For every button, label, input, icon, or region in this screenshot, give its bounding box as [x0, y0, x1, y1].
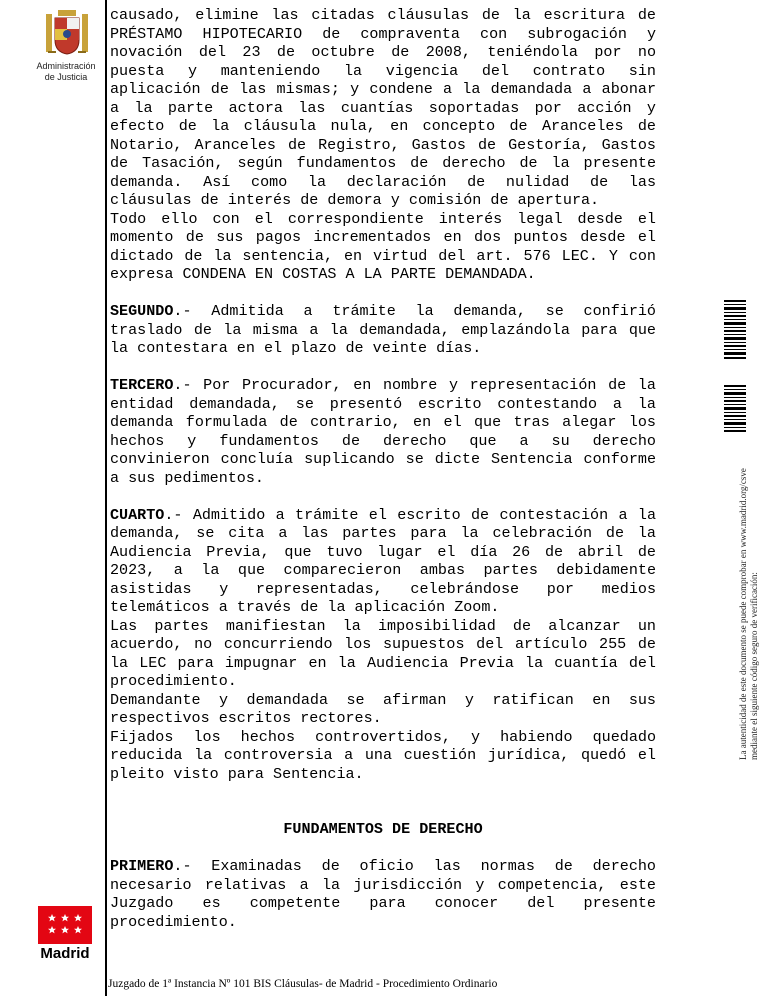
text-line: demanda, se cita a las partes para la celebración de la	[110, 524, 656, 542]
paragraph-label: TERCERO	[110, 376, 174, 394]
text-line: traslado de la misma a la demandada, emplazándola para que	[110, 320, 656, 339]
text-line	[110, 857, 656, 876]
text-line: procedimiento.	[110, 672, 237, 690]
section-heading: FUNDAMENTOS DE DERECHO	[283, 820, 483, 838]
barcode-top-icon	[724, 300, 746, 360]
organization-label	[28, 61, 104, 83]
text-line: Demandante y demandada se afirman y ratifican en sus	[110, 690, 656, 709]
text-line: necesario relativas a la jurisdicción y competencia, este	[110, 875, 656, 894]
text-line: Fijados los hechos controvertidos, y habiendo quedado	[110, 727, 656, 746]
text-line: demanda. Así como la declaración de nulidad de las	[110, 172, 656, 191]
paragraph-label: CUARTO	[110, 505, 165, 524]
text-line: causado, elimine las citadas cláusulas de la escritura de	[110, 6, 656, 24]
paragraph-text: .- Admitido a trámite el escrito de contestación a la	[164, 505, 656, 524]
text-line: momento de sus pagos incrementados en dos puntos desde el	[110, 228, 656, 246]
text-line: puesta y manteniendo la vigencia del contrato sin	[110, 61, 656, 80]
court-footer: Juzgado de 1ª Instancia Nº 101 BIS Cláusulas- de Madrid - Procedimiento Ordinario	[108, 978, 498, 990]
text-line	[110, 376, 656, 395]
text-line: Notario, Aranceles de Registro, Gastos de Gestoría, Gastos	[110, 135, 656, 154]
text-line: reducida la controversia a una cuestión jurídica, quedó el	[110, 746, 656, 764]
verification-line-2: mediante el siguiente código seguro de verificación:	[749, 572, 759, 760]
text-line: cláusulas de interés de demora y comisión de apertura.	[110, 191, 600, 209]
text-line: la contestara en el plazo de veinte días.	[110, 339, 482, 357]
text-line	[110, 506, 656, 525]
madrid-flag-logo	[38, 906, 92, 944]
text-line	[110, 302, 656, 321]
text-line: a sus pedimentos.	[110, 468, 264, 487]
paragraph-text: .- Por Procurador, en nombre y representación de la	[173, 376, 656, 394]
text-line: a la parte actora las cuantías soportadas por acción y	[110, 98, 656, 117]
barcode-bottom-icon	[724, 385, 746, 433]
blank-line	[110, 487, 656, 506]
text-line: novación del 23 de octubre de 2008, teniéndola por no	[110, 43, 656, 61]
blank-line	[110, 783, 656, 802]
text-line: la LEC para impugnar en la Audiencia Previa la cuantía del	[110, 653, 656, 672]
margin-rule	[105, 0, 107, 996]
text-line: 2023, a la que comparecieron ambas partes debidamente	[110, 561, 656, 579]
verification-line-1: La autenticidad de este documento se puede comprobar en www.madrid.org/csve	[738, 468, 748, 760]
text-line: respectivos escritos rectores.	[110, 709, 382, 727]
text-line: dictado de la sentencia, en virtud del art. 576 LEC. Y con	[110, 246, 656, 265]
text-line: de Tasación, según fundamentos de derecho de la presente	[110, 154, 656, 172]
blank-line	[110, 358, 656, 377]
text-line: expresa CONDENA EN COSTAS A LA PARTE DEMANDADA.	[110, 265, 536, 283]
text-line: demanda formulada de contrario, en el que tras alegar los	[110, 413, 656, 431]
text-line: acuerdo, no concurriendo los supuestos del artículo 255 de	[110, 635, 656, 653]
blank-line	[110, 802, 656, 821]
text-line: Audiencia Previa, que tuvo lugar el día 26 de abril de	[110, 542, 656, 561]
blank-line	[110, 839, 656, 858]
text-line: efecto de la cláusula nula, en concepto de Aranceles de	[110, 117, 656, 135]
paragraph-text: .- Examinadas de oficio las normas de derecho	[173, 857, 656, 875]
stars-icon	[38, 906, 92, 944]
text-line: hechos y fundamentos de derecho que a su derecho	[110, 431, 656, 450]
document-body	[110, 6, 656, 931]
paragraph-text: .- Admitida a trámite la demanda, se confirió	[173, 302, 656, 320]
organization-line-2: de Justicia	[44, 72, 88, 82]
text-line: telemáticos a través de la aplicación Zoom.	[110, 598, 500, 616]
madrid-label: Madrid	[40, 945, 90, 962]
coat-of-arms-icon	[42, 4, 92, 62]
text-line: convinieron concluía suplicando se dicte Sentencia conforme	[110, 450, 656, 468]
text-line: asistidas y representadas, celebrándose por medios	[110, 579, 656, 598]
paragraph-label: PRIMERO	[110, 857, 174, 875]
text-line: aplicación de las mismas; y condene a la demandada a abonar	[110, 80, 656, 98]
organization-line-1: Administración	[36, 61, 96, 71]
text-line: procedimiento.	[110, 912, 237, 931]
text-line: entidad demandada, se presentó escrito contestando a la	[110, 394, 656, 413]
verification-note	[738, 468, 760, 760]
text-line: Juzgado es competente para conocer del presente	[110, 894, 656, 912]
text-line: PRÉSTAMO HIPOTECARIO de compraventa con subrogación y	[110, 24, 656, 43]
blank-line	[110, 284, 656, 303]
text-line: Las partes manifiestan la imposibilidad de alcanzar un	[110, 616, 656, 635]
paragraph-label: SEGUNDO	[110, 302, 174, 320]
text-line: Todo ello con el correspondiente interés legal desde el	[110, 209, 656, 228]
text-line: pleito visto para Sentencia.	[110, 764, 364, 783]
